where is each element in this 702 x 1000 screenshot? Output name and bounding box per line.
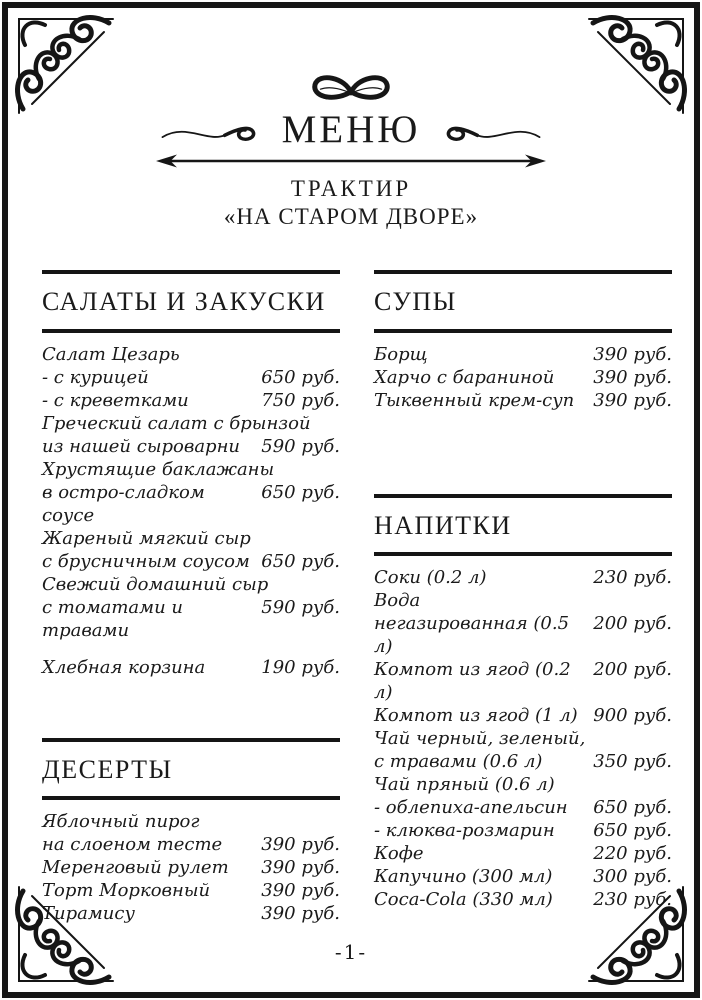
- menu-item-row: [374, 704, 672, 727]
- item-price: 350 руб.: [593, 751, 672, 773]
- item-price: 390 руб.: [261, 903, 340, 925]
- page-number: -1-: [334, 940, 368, 964]
- bow-ornament-icon: [303, 73, 399, 109]
- item-price: 390 руб.: [261, 857, 340, 879]
- item-price: 390 руб.: [593, 366, 672, 388]
- menu-item-row: [42, 481, 340, 527]
- section-title: НАПИТКИ: [374, 510, 512, 540]
- item-name: из нашей сыроварни: [42, 435, 241, 457]
- item-price: 230 руб.: [593, 567, 672, 589]
- menu-section-salads: [42, 270, 340, 679]
- item-name: Яблочный пирог: [42, 811, 200, 833]
- item-name: с брусничным соусом: [42, 550, 250, 572]
- menu-item-row: [374, 366, 672, 389]
- flourish-right-icon: [432, 114, 544, 146]
- item-price: 200 руб.: [593, 659, 672, 681]
- item-price: 390 руб.: [261, 834, 340, 856]
- item-price: 190 руб.: [261, 656, 340, 678]
- item-name: Торт Морковный: [42, 880, 211, 902]
- item-name: в остро-сладком соусе: [42, 481, 205, 526]
- item-price: 390 руб.: [593, 389, 672, 411]
- item-price: 650 руб.: [593, 797, 672, 819]
- menu-item-row: [42, 596, 340, 642]
- venue-subname: «НА СТАРОМ ДВОРЕ»: [223, 204, 479, 229]
- item-name: Хлебная корзина: [42, 656, 206, 678]
- venue-name: ТРАКТИР: [290, 176, 412, 201]
- menu-item-row: [374, 343, 672, 366]
- item-price: 300 руб.: [593, 866, 672, 888]
- item-name: Компот из ягод (1 л): [374, 705, 578, 727]
- menu-section-drinks: [374, 494, 672, 912]
- section-rows: [374, 343, 672, 412]
- menu-item-row: [42, 366, 340, 389]
- menu-item-row: [42, 343, 340, 366]
- menu-item-row: [42, 810, 340, 833]
- item-price: 590 руб.: [261, 596, 340, 618]
- item-name: - облепиха-апельсин: [374, 797, 568, 819]
- item-price: 650 руб.: [261, 366, 340, 388]
- item-name: Меренговый рулет: [42, 857, 229, 879]
- item-price: 750 руб.: [261, 389, 340, 411]
- item-price: 200 руб.: [593, 613, 672, 635]
- menu-item-row: [374, 589, 672, 612]
- item-name: Coca-Cola (330 мл): [374, 889, 553, 911]
- menu-item-row: [374, 566, 672, 589]
- item-price: 390 руб.: [261, 880, 340, 902]
- right-column: [374, 270, 672, 925]
- item-name: Чай черный, зеленый,: [374, 728, 586, 750]
- menu-item-row: [374, 612, 672, 658]
- item-name: Хрустящие баклажаны: [42, 458, 275, 480]
- item-name: Кофе: [374, 843, 424, 865]
- row-spacer: [42, 642, 340, 656]
- item-name: Жареный мягкий сыр: [42, 527, 251, 549]
- section-title: САЛАТЫ И ЗАКУСКИ: [42, 287, 326, 316]
- corner-ornament-icon: [7, 885, 115, 993]
- menu-item-row: [42, 458, 340, 481]
- menu-item-row: [42, 435, 340, 458]
- menu-item-row: [42, 389, 340, 412]
- menu-section-soups: [374, 270, 672, 412]
- item-name: Капучино (300 мл): [374, 866, 553, 888]
- item-name: Свежий домашний сыр: [42, 573, 269, 595]
- item-price: 900 руб.: [593, 705, 672, 727]
- corner-ornament-icon: [587, 885, 695, 993]
- item-name: - с курицей: [42, 366, 149, 388]
- section-header: [374, 270, 672, 333]
- item-name: Вода: [374, 590, 421, 612]
- item-name: Тыквенный крем-суп: [374, 389, 575, 411]
- menu-item-row: [374, 727, 672, 750]
- corner-ornament-icon: [587, 7, 695, 115]
- item-name: негазированная (0.5 л): [374, 613, 570, 658]
- item-price: 650 руб.: [261, 550, 340, 572]
- item-name: - клюква-розмарин: [374, 820, 555, 842]
- item-name: с травами (0.6 л): [374, 751, 543, 773]
- flourish-left-icon: [158, 114, 270, 146]
- item-price: 590 руб.: [261, 435, 340, 457]
- item-price: 650 руб.: [261, 481, 340, 503]
- menu-item-row: [374, 750, 672, 773]
- menu-item-row: [374, 796, 672, 819]
- section-header: [374, 494, 672, 557]
- section-header: [42, 270, 340, 333]
- menu-item-row: [42, 856, 340, 879]
- item-name: - с креветками: [42, 389, 189, 411]
- item-name: Компот из ягод (0.2 л): [374, 659, 571, 704]
- section-title: СУПЫ: [374, 287, 457, 316]
- section-header: [42, 738, 340, 801]
- menu-item-row: [374, 773, 672, 796]
- menu-item-row: [374, 842, 672, 865]
- menu-columns: [42, 270, 672, 925]
- item-price: 390 руб.: [593, 343, 672, 365]
- item-price: 230 руб.: [593, 889, 672, 911]
- item-price: 220 руб.: [593, 843, 672, 865]
- item-name: Харчо с бараниной: [374, 366, 555, 388]
- left-column: [42, 270, 340, 925]
- item-name: Борщ: [374, 343, 428, 365]
- item-name: Греческий салат с брынзой: [42, 412, 311, 434]
- menu-item-row: [374, 389, 672, 412]
- item-price: 650 руб.: [593, 820, 672, 842]
- title-row: [0, 108, 702, 151]
- item-name: Соки (0.2 л): [374, 567, 487, 589]
- section-rows: [374, 566, 672, 911]
- corner-ornament-icon: [7, 7, 115, 115]
- menu-item-row: [42, 656, 340, 679]
- menu-item-row: [42, 412, 340, 435]
- section-rows: [42, 343, 340, 679]
- menu-item-row: [42, 527, 340, 550]
- divider-arrow-icon: [155, 152, 547, 170]
- menu-item-row: [374, 658, 672, 704]
- section-title: ДЕСЕРТЫ: [42, 754, 173, 784]
- menu-item-row: [42, 833, 340, 856]
- item-name: Чай пряный (0.6 л): [374, 774, 555, 796]
- menu-item-row: [42, 573, 340, 596]
- menu-item-row: [42, 550, 340, 573]
- page-title: МЕНЮ: [281, 108, 421, 151]
- menu-item-row: [374, 819, 672, 842]
- item-name: с томатами и травами: [42, 596, 183, 641]
- item-name: на слоеном тесте: [42, 834, 223, 856]
- item-name: Салат Цезарь: [42, 343, 180, 365]
- item-name: Тирамису: [42, 903, 135, 925]
